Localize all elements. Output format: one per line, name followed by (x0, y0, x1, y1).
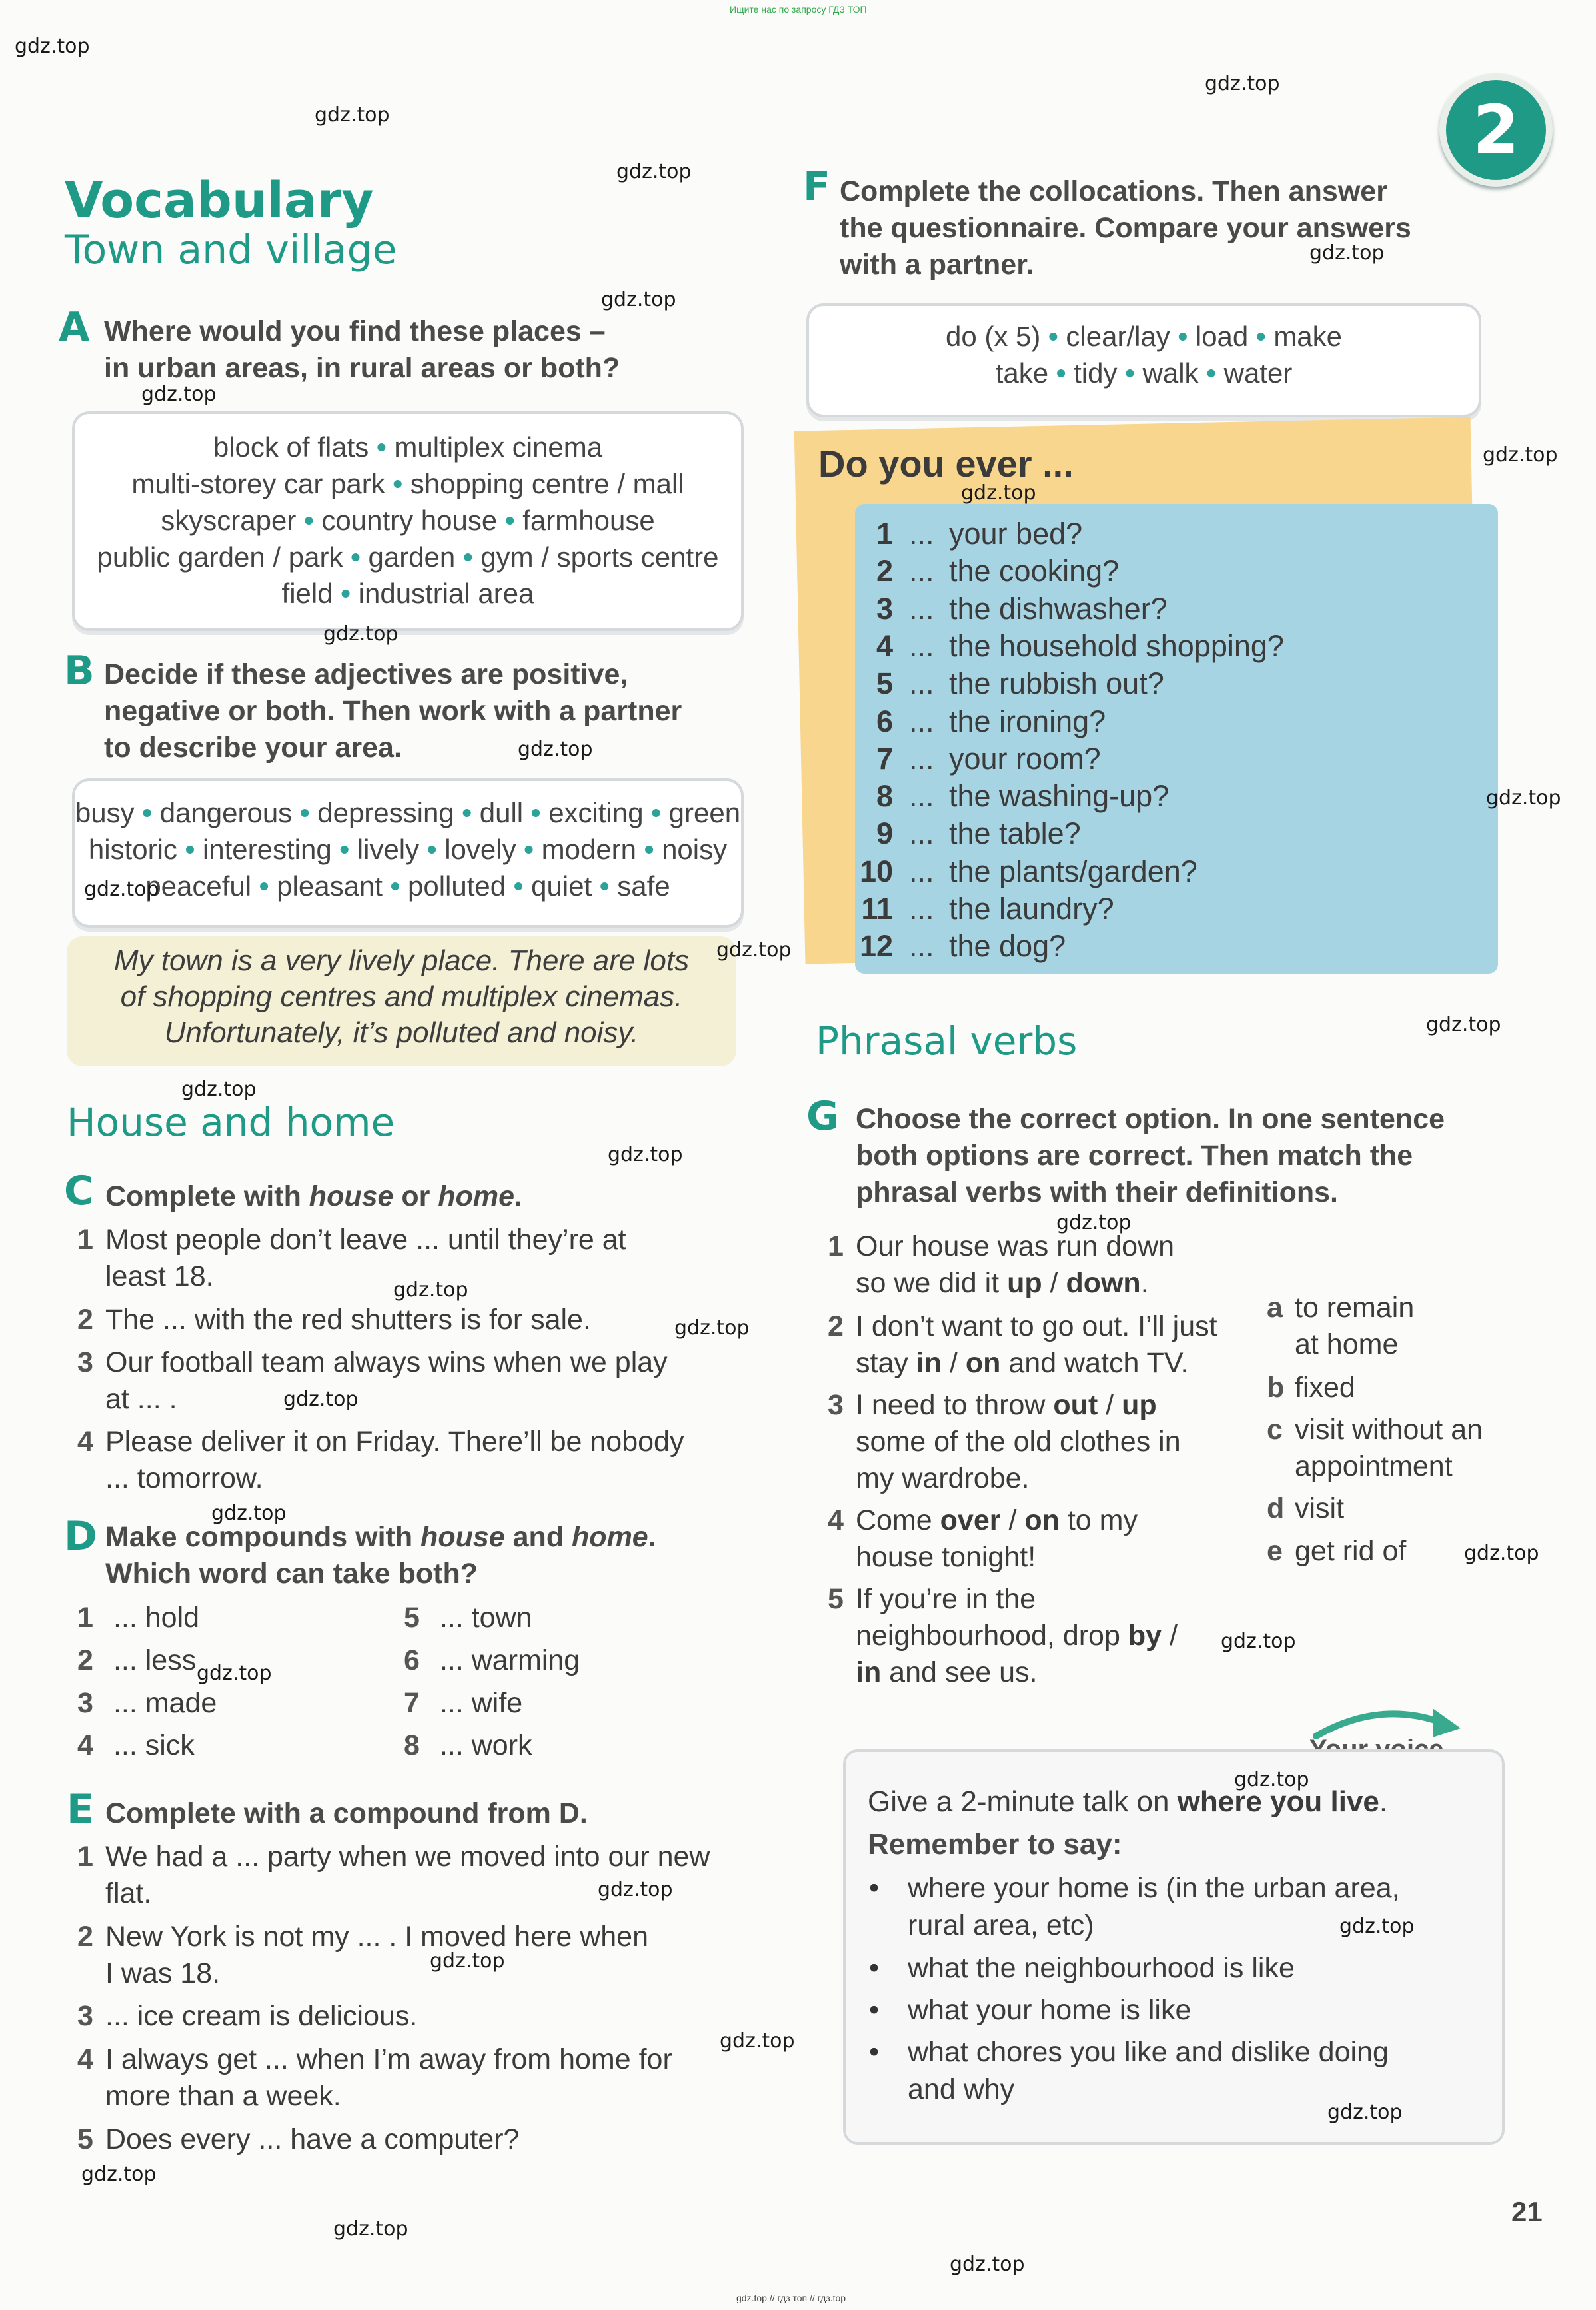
g-definition (1267, 1290, 1415, 1363)
bullet-separator: • (1040, 321, 1066, 352)
b-box-line (75, 831, 741, 868)
e-item (77, 1919, 648, 1992)
b-box-word: interesting (202, 834, 332, 865)
chore-text: the plants/garden? (949, 854, 1197, 888)
g-definition-text: visit without an (1295, 1414, 1483, 1446)
e-item-number: 5 (77, 2123, 93, 2155)
chore-item (853, 703, 1106, 740)
a-box-word: gym / sports centre (480, 541, 719, 573)
watermark: gdz.top (1464, 1542, 1539, 1565)
section-e-instruction: Complete with a compound from D. (105, 1797, 588, 1829)
section-b-instruction: Decide if these adjectives are positive, negative or both. Then work with a partner to describe your area. (104, 658, 682, 764)
bullet-separator: • (343, 541, 369, 573)
g-definition-text: visit (1295, 1492, 1345, 1524)
bullet-separator: • (419, 834, 445, 865)
e-item (77, 1998, 418, 2035)
a-box-word: skyscraper (161, 505, 297, 536)
chore-item (853, 853, 1197, 890)
g-definition-letter: b (1267, 1372, 1285, 1404)
section-a-instruction: Where would you find these places – in urban areas, in rural areas or both? (104, 315, 620, 384)
chore-item (853, 778, 1169, 815)
bullet-separator: • (331, 834, 357, 865)
a-box-word: public garden / park (97, 541, 343, 573)
b-box-word: lovely (444, 834, 516, 865)
bullet-separator: • (523, 797, 549, 828)
watermark: gdz.top (1056, 1211, 1132, 1234)
chore-gap: ... (909, 554, 934, 588)
bullet-separator: • (296, 505, 322, 536)
a-box-word: multiplex cinema (394, 431, 603, 463)
section-f-wordbox (806, 303, 1481, 417)
watermark: gdz.top (720, 2029, 795, 2053)
d-item-number: 8 (404, 1730, 420, 1761)
c-item-number: 2 (77, 1304, 93, 1336)
bullet-separator: • (134, 797, 160, 828)
watermark: gdz.top (1221, 1630, 1296, 1653)
watermark: gdz.top (84, 878, 159, 901)
chore-number: 7 (876, 741, 893, 776)
b-box-word: exciting (548, 797, 644, 828)
d-item-text: ... made (105, 1687, 217, 1719)
chore-number: 2 (876, 554, 893, 588)
e-item-number: 4 (77, 2043, 93, 2075)
section-c-letter: C (64, 1168, 94, 1214)
chore-item (853, 590, 1168, 628)
your-voice-bullet (908, 1991, 1191, 2029)
d-item-text: ... hold (105, 1602, 200, 1634)
a-box-line (75, 465, 741, 502)
watermark: gdz.top (1327, 2101, 1403, 2124)
b-box-word: green (668, 797, 741, 828)
your-voice-bullet-text: • what chores you like and dislike doing (908, 2036, 1389, 2068)
section-d-instruction: Make compounds with house and home. Which word can take both? (105, 1521, 656, 1590)
house-home-title: House and home (67, 1100, 395, 1145)
chore-gap: ... (909, 628, 934, 663)
watermark: gdz.top (430, 1949, 505, 1973)
b-box-word: safe (617, 870, 670, 902)
g-definition-letter: a (1267, 1292, 1283, 1324)
f-box-word: walk (1142, 357, 1199, 389)
questionnaire-title: Do you ever ... (818, 443, 1074, 485)
chore-number: 3 (876, 591, 893, 626)
f-box-line (809, 318, 1479, 355)
top-note: Ищите нас по запросу ГДЗ ТОП (730, 4, 867, 15)
d-item-text: ... wife (432, 1687, 523, 1719)
g-definition-letter: d (1267, 1492, 1285, 1524)
e-item-text: We had a ... party when we moved into our new (105, 1841, 710, 1873)
chore-number: 5 (876, 666, 893, 701)
watermark: gdz.top (518, 738, 593, 761)
your-voice-bullet-text: • what your home is like (908, 1994, 1192, 2026)
watermark: gdz.top (1426, 1013, 1501, 1036)
watermark: gdz.top (674, 1316, 750, 1340)
bottom-note: gdz.top // гдз топ // гдз.top (736, 2293, 846, 2303)
c-item (77, 1344, 668, 1418)
watermark: gdz.top (283, 1388, 359, 1411)
chore-number: 10 (859, 854, 893, 888)
bullet-separator: • (382, 870, 408, 902)
bullet-separator: • (1048, 357, 1074, 389)
bullet-separator: • (292, 797, 318, 828)
chore-item (853, 553, 1119, 590)
bullet-separator: • (497, 505, 523, 536)
b-box-line (75, 794, 741, 831)
c-item-text: Our football team always wins when we play (105, 1346, 668, 1378)
chore-item (853, 628, 1284, 665)
section-a-wordbox (72, 411, 744, 631)
unit-badge: 2 (1439, 73, 1553, 187)
b-box-word: noisy (662, 834, 728, 865)
chore-gap: ... (909, 854, 934, 888)
watermark: gdz.top (81, 2163, 157, 2186)
e-item-number: 1 (77, 1841, 93, 1873)
d-item (77, 1685, 217, 1722)
watermark: gdz.top (181, 1078, 257, 1101)
a-box-word: multi-storey car park (131, 468, 385, 499)
d-item (77, 1728, 195, 1764)
d-item-text: ... town (432, 1602, 532, 1634)
chore-gap: ... (909, 779, 934, 814)
watermark: gdz.top (961, 481, 1036, 505)
chore-number: 6 (876, 704, 893, 738)
your-voice-task: Give a 2-minute talk on where you live. (868, 1785, 1388, 1818)
a-box-line (75, 575, 741, 612)
g-definition (1267, 1533, 1407, 1570)
e-item (77, 2041, 672, 2115)
g-definition (1267, 1412, 1483, 1485)
watermark: gdz.top (323, 622, 399, 646)
chore-item (853, 928, 1066, 965)
a-box-line (75, 539, 741, 575)
b-box-word: peaceful (145, 870, 252, 902)
c-item-number: 3 (77, 1346, 93, 1378)
chore-item (853, 890, 1114, 928)
a-box-word: block of flats (213, 431, 369, 463)
b-box-word: pleasant (277, 870, 383, 902)
b-box-word: modern (541, 834, 637, 865)
watermark: gdz.top (1234, 1768, 1309, 1791)
watermark: gdz.top (211, 1502, 287, 1525)
f-box-word: do (x 5) (945, 321, 1041, 352)
d-item (404, 1600, 532, 1636)
g-definition (1267, 1490, 1345, 1527)
f-box-word: make (1273, 321, 1343, 352)
d-item-number: 1 (77, 1602, 93, 1634)
e-item-text: New York is not my ... . I moved here when (105, 1921, 648, 1953)
section-f-letter: F (803, 163, 830, 210)
a-box-line (75, 429, 741, 465)
f-box-word: take (995, 357, 1049, 389)
chore-item (853, 815, 1081, 852)
your-voice-bullet (908, 1949, 1295, 1987)
chore-number: 11 (861, 892, 893, 926)
chore-gap: ... (909, 929, 934, 964)
section-b-example: My town is a very lively place. There are lots of shopping centres and multiplex cinemas. Unfortunately, it’s polluted and noisy. (67, 936, 736, 1066)
bullet-separator: • (385, 468, 410, 499)
chore-text: the rubbish out? (949, 666, 1164, 701)
bullet-separator: • (636, 834, 662, 865)
watermark: gdz.top (197, 1662, 272, 1685)
section-b-letter: B (64, 648, 95, 694)
chore-text: the washing-up? (949, 779, 1170, 814)
section-g-instruction: Choose the correct option. In one sentence both options are correct. Then match the phrasal verbs with their definitions. (856, 1103, 1445, 1208)
g-definition-text: fixed (1295, 1372, 1355, 1404)
d-item-text: ... sick (105, 1730, 195, 1761)
c-item-text: Most people don’t leave ... until they’re at (105, 1224, 626, 1256)
d-item-number: 7 (404, 1687, 420, 1719)
f-box-word: load (1195, 321, 1249, 352)
chore-number: 12 (859, 929, 893, 964)
d-item-number: 5 (404, 1602, 420, 1634)
b-box-word: quiet (531, 870, 592, 902)
bullet-separator: • (1117, 357, 1143, 389)
chore-text: the ironing? (949, 704, 1106, 738)
g-definition-letter: e (1267, 1535, 1283, 1567)
d-item-number: 4 (77, 1730, 93, 1761)
chore-text: the dog? (949, 929, 1066, 964)
watermark: gdz.top (1483, 443, 1558, 467)
watermark: gdz.top (15, 35, 90, 58)
phrasal-verbs-title: Phrasal verbs (816, 1018, 1078, 1064)
bullet-separator: • (1248, 321, 1274, 352)
g-item-3: 3 I need to throw out / up some of the old clothes in my wardrobe. (828, 1389, 1181, 1494)
bullet-separator: • (177, 834, 203, 865)
b-box-line (75, 868, 741, 904)
e-item-text: Does every ... have a computer? (105, 2123, 520, 2155)
d-item-number: 2 (77, 1644, 93, 1676)
bullet-separator: • (592, 870, 618, 902)
chore-text: the dishwasher? (949, 591, 1168, 626)
a-box-word: field (281, 578, 333, 609)
bullet-separator: • (516, 834, 542, 865)
watermark: gdz.top (1339, 1915, 1415, 1938)
a-box-word: industrial area (358, 578, 534, 609)
d-item-text: ... warming (432, 1644, 580, 1676)
chore-item (853, 740, 1101, 778)
watermark: gdz.top (1309, 241, 1385, 265)
bullet-separator: • (1170, 321, 1196, 352)
b-box-word: busy (75, 797, 135, 828)
chore-text: the table? (949, 816, 1081, 851)
chore-gap: ... (909, 704, 934, 738)
chore-number: 1 (876, 517, 893, 551)
bullet-separator: • (333, 578, 359, 609)
watermark: gdz.top (608, 1143, 683, 1166)
g-definition-text: appointment (1295, 1450, 1453, 1482)
section-f-instruction: Complete the collocations. Then answer the questionnaire. Compare your answers with a partner. (840, 175, 1411, 281)
g-definition-text: at home (1295, 1328, 1399, 1360)
e-item (77, 2121, 520, 2158)
d-item-text: ... work (432, 1730, 532, 1761)
g-item-5: 5 If you’re in the neighbourhood, drop by / in and see us. (828, 1583, 1178, 1688)
bullet-separator: • (251, 870, 277, 902)
g-definition-text: to remain (1295, 1292, 1415, 1324)
d-item-number: 3 (77, 1687, 93, 1719)
watermark: gdz.top (716, 938, 792, 962)
b-box-word: dull (479, 797, 524, 828)
c-item (77, 1424, 684, 1497)
watermark: gdz.top (601, 288, 676, 311)
d-item (404, 1685, 522, 1722)
d-item (404, 1728, 532, 1764)
f-box-word: tidy (1074, 357, 1118, 389)
watermark: gdz.top (315, 103, 390, 127)
section-e-letter: E (67, 1786, 94, 1833)
e-item-number: 3 (77, 2000, 93, 2032)
your-voice-bullet-text: • what the neighbourhood is like (908, 1952, 1295, 1984)
c-item-text: Please deliver it on Friday. There’ll be nobody (105, 1426, 684, 1458)
c-item-text: least 18. (105, 1260, 214, 1292)
chore-text: the laundry? (949, 892, 1114, 926)
vocabulary-subtitle: Town and village (65, 227, 397, 273)
bullet-separator: • (455, 541, 481, 573)
chore-gap: ... (909, 591, 934, 626)
a-box-word: farmhouse (522, 505, 655, 536)
d-item (77, 1600, 199, 1636)
chore-item (853, 515, 1082, 553)
c-item-text: The ... with the red shutters is for sale. (105, 1304, 591, 1336)
e-item-text: I was 18. (105, 1957, 221, 1989)
watermark: gdz.top (950, 2253, 1025, 2276)
chore-number: 9 (876, 816, 893, 851)
watermark: gdz.top (1205, 72, 1280, 95)
watermark: gdz.top (598, 1878, 673, 1901)
d-item (404, 1642, 580, 1679)
your-voice-bullet-text: • where your home is (in the urban area, (908, 1872, 1400, 1904)
f-box-line (809, 355, 1479, 391)
g-definition (1267, 1370, 1355, 1406)
c-item-text: ... tomorrow. (105, 1462, 263, 1494)
section-g-letter: G (806, 1093, 840, 1140)
bullet-separator: • (643, 797, 669, 828)
chore-item (853, 665, 1164, 702)
b-box-word: polluted (408, 870, 506, 902)
g-definition-text: get rid of (1295, 1535, 1407, 1567)
e-item-text: flat. (105, 1877, 152, 1909)
b-box-word: historic (88, 834, 177, 865)
chore-text: your room? (949, 741, 1101, 776)
g-item-1: 1 Our house was run down so we did it up / down. (828, 1230, 1175, 1299)
g-item-2: 2 I don’t want to go out. I’ll just stay in / on and watch TV. (828, 1310, 1217, 1379)
your-voice-bullet (908, 1869, 1400, 1944)
chore-gap: ... (909, 816, 934, 851)
a-box-word: country house (321, 505, 498, 536)
chore-number: 8 (876, 779, 893, 814)
watermark: gdz.top (333, 2217, 408, 2241)
chore-text: the cooking? (949, 554, 1120, 588)
e-item-text: more than a week. (105, 2080, 341, 2112)
section-c-instruction: Complete with house or home. (105, 1180, 522, 1212)
b-box-word: lively (357, 834, 420, 865)
watermark: gdz.top (141, 383, 217, 406)
chore-gap: ... (909, 517, 934, 551)
c-item-text: at ... . (105, 1383, 177, 1415)
d-item (77, 1642, 196, 1679)
g-definition-letter: c (1267, 1414, 1283, 1446)
watermark: gdz.top (1486, 786, 1561, 810)
g-item-4: 4 Come over / on to my house tonight! (828, 1504, 1138, 1573)
vocabulary-title: Vocabulary (65, 172, 374, 229)
section-b-wordbox (72, 778, 744, 928)
section-a-letter: A (59, 304, 90, 351)
watermark: gdz.top (616, 160, 692, 183)
chore-text: the household shopping? (949, 628, 1284, 663)
f-box-word: water (1223, 357, 1293, 389)
b-box-word: depressing (317, 797, 454, 828)
f-box-word: clear/lay (1066, 321, 1170, 352)
watermark: gdz.top (393, 1278, 468, 1302)
bullet-separator: • (454, 797, 480, 828)
chore-text: your bed? (949, 517, 1083, 551)
bullet-separator: • (369, 431, 395, 463)
c-item-number: 4 (77, 1426, 93, 1458)
chore-gap: ... (909, 741, 934, 776)
bullet-separator: • (1198, 357, 1224, 389)
your-voice-bullet (908, 2033, 1389, 2108)
a-box-word: shopping centre / mall (410, 468, 684, 499)
a-box-line (75, 502, 741, 539)
e-item-text: I always get ... when I’m away from home for (105, 2043, 672, 2075)
e-item-text: ... ice cream is delicious. (105, 2000, 418, 2032)
d-item-text: ... less (105, 1644, 197, 1676)
c-item (77, 1302, 591, 1338)
d-item-number: 6 (404, 1644, 420, 1676)
e-item-number: 2 (77, 1921, 93, 1953)
your-voice-bullet-text: and why (908, 2073, 1015, 2105)
chore-gap: ... (909, 666, 934, 701)
chore-gap: ... (909, 892, 934, 926)
section-d-letter: D (64, 1513, 97, 1560)
chore-number: 4 (876, 628, 893, 663)
b-box-word: dangerous (159, 797, 293, 828)
c-item-number: 1 (77, 1224, 93, 1256)
your-voice-bullet-text: rural area, etc) (908, 1909, 1094, 1941)
bullet-separator: • (506, 870, 532, 902)
page-number: 21 (1511, 2196, 1543, 2227)
a-box-word: garden (368, 541, 456, 573)
your-voice-remember: Remember to say: (868, 1828, 1122, 1861)
c-item (77, 1222, 626, 1295)
